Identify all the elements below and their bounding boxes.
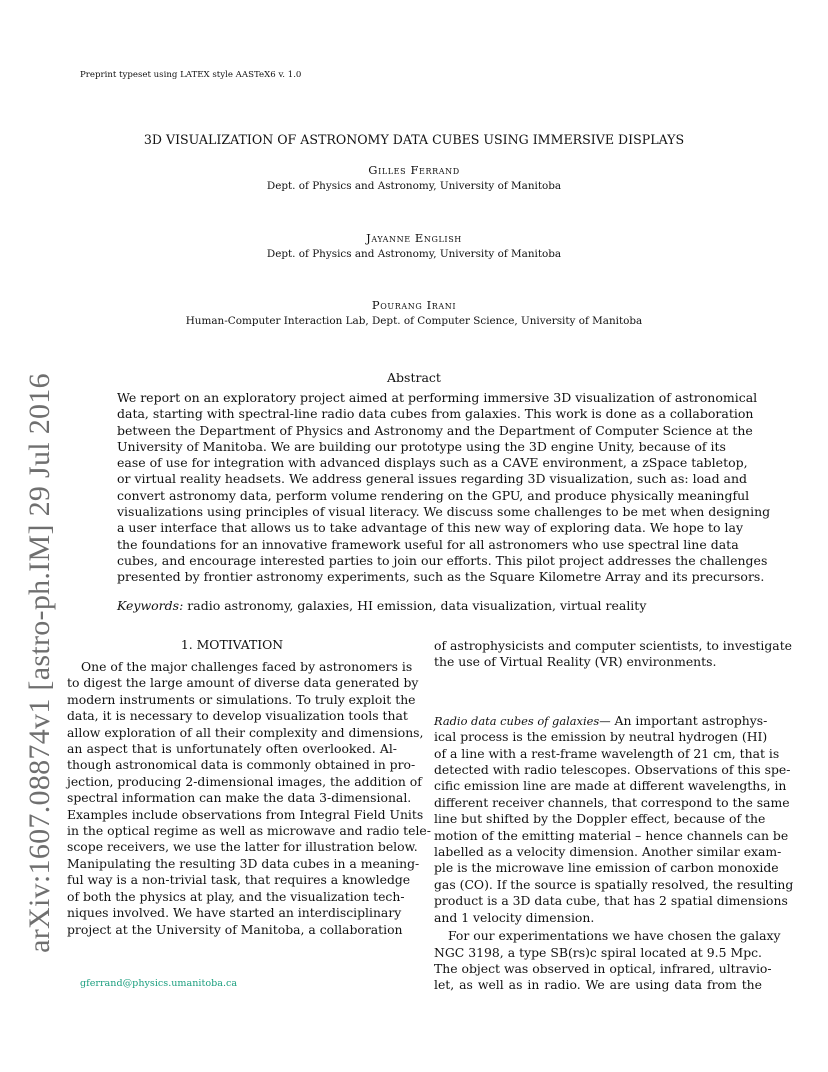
text-line: data, it is necessary to develop visualization tools that	[67, 708, 408, 724]
text-line: the use of Virtual Reality (VR) environments.	[434, 654, 717, 670]
text-line: ical process is the emission by neutral hydrogen (HI)	[434, 729, 768, 745]
abstract-line: between the Department of Physics and Astronomy and the Department of Computer Science at the	[117, 422, 753, 438]
text-line: of both the physics at play, and the visualization tech-	[67, 888, 405, 904]
text-line: jection, producing 2-dimensional images, the addition of	[67, 773, 422, 789]
abstract-line: convert astronomy data, perform volume rendering on the GPU, and produce physically meaningful	[117, 487, 750, 503]
author-affiliation: Dept. of Physics and Astronomy, University of Manitoba	[266, 248, 562, 260]
right-column	[434, 638, 794, 994]
text-line: gas (CO). If the source is spatially resolved, the resulting	[434, 876, 794, 892]
text-line: Manipulating the resulting 3D data cubes in a meaning-	[67, 855, 420, 871]
text-line: cific emission line are made at different wavelengths, in	[434, 778, 787, 794]
text-line: The object was observed in optical, infrared, ultravio-	[434, 960, 772, 976]
text-line: One of the major challenges faced by astronomers is	[81, 659, 413, 674]
abstract-line: a user interface that allows us to take advantage of this new way of exploring data. We hope to lay	[117, 520, 744, 536]
author-affiliation: Human-Computer Interaction Lab, Dept. of Computer Science, University of Manitoba	[185, 315, 643, 327]
text-line: modern instruments or simulations. To truly exploit the	[67, 691, 416, 707]
text-line: Examples include observations from Integral Field Units	[67, 806, 424, 822]
text-line: NGC 3198, a type SB(rs)c spiral located at 9.5 Mpc.	[434, 944, 762, 960]
abstract-line: visualizations using principles of visual literacy. We discuss some challenges to be met when designing	[117, 504, 771, 520]
text-line: detected with radio telescopes. Observations of this spe-	[434, 762, 791, 778]
text-line: niques involved. We have started an interdisciplinary	[67, 905, 402, 921]
text-line: to digest the large amount of diverse data generated by	[67, 675, 419, 691]
text-line: though astronomical data is commonly obtained in pro-	[67, 757, 416, 773]
author-email-link[interactable]: gferrand@physics.umanitoba.ca	[80, 978, 238, 989]
text-line: project at the University of Manitoba, a collaboration	[67, 921, 403, 937]
text-line: scope receivers, we use the latter for illustration below.	[67, 839, 418, 855]
author-name: Gilles Ferrand	[368, 163, 460, 177]
author-name: Pourang Irani	[371, 298, 457, 312]
abstract-line: We report on an exploratory project aimed at performing immersive 3D visualization of astronomical	[117, 390, 758, 405]
text-line: For our experimentations we have chosen the galaxy	[448, 928, 781, 944]
text-line: labelled as a velocity dimension. Another similar exam-	[434, 844, 782, 860]
author-affiliation: Dept. of Physics and Astronomy, University of Manitoba	[266, 180, 562, 192]
keywords-label: Keywords:	[117, 598, 184, 613]
text-line: motion of the emitting material – hence channels can be	[434, 827, 789, 843]
text-line: line but shifted by the Doppler effect, because of the	[434, 811, 766, 827]
text-line: let, as well as in radio. We are using data from the	[434, 977, 762, 993]
arxiv-id: arXiv:1607.08874v1 [astro-ph.IM] 29 Jul 2016	[23, 373, 56, 953]
abstract-line: or virtual reality headsets. We address general issues regarding 3D visualization, such as: load and	[117, 471, 748, 487]
abstract-line: presented by frontier astronomy experiments, such as the Square Kilometre Array and its precursors.	[117, 569, 765, 585]
text-line: in the optical regime as well as microwave and radio tele-	[67, 823, 431, 839]
section-heading: 1. MOTIVATION	[180, 637, 284, 652]
text-fragment: An important astrophys-	[614, 712, 768, 728]
abstract-line: cubes, and encourage interested parties to join our efforts. This pilot project addresses the challenges	[117, 552, 768, 568]
abstract-line: the foundations for an innovative framework useful for all astronomers who use spectral line data	[117, 536, 739, 552]
keywords	[117, 598, 646, 613]
author-name: Jayanne English	[366, 231, 462, 245]
text-line: ple is the microwave line emission of carbon monoxide	[434, 860, 779, 876]
text-line: and 1 velocity dimension.	[434, 909, 595, 925]
text-line: of astrophysicists and computer scientists, to investigate	[434, 638, 793, 653]
abstract-line: University of Manitoba. We are building our prototype using the 3D engine Unity, because of its	[117, 438, 726, 454]
keywords-text: radio astronomy, galaxies, HI emission, data visualization, virtual reality	[187, 598, 647, 613]
abstract-line: data, starting with spectral-line radio data cubes from galaxies. This work is done as a collaboration	[117, 406, 754, 422]
paper-title: 3D VISUALIZATION OF ASTRONOMY DATA CUBES USING IMMERSIVE DISPLAYS	[143, 132, 685, 147]
text-line: of a line with a rest-frame wavelength of 21 cm, that is	[434, 745, 780, 761]
preprint-header: Preprint typeset using LATEX style AASTeX6 v. 1.0	[80, 70, 302, 80]
abstract-heading: Abstract	[387, 370, 441, 385]
text-line: an aspect that is unfortunately often overlooked. Al-	[67, 741, 397, 757]
text-line: ful way is a non-trivial task, that requires a knowledge	[67, 872, 411, 888]
text-line: product is a 3D data cube, that has 2 spatial dimensions	[434, 893, 788, 909]
runin-heading: Radio data cubes of galaxies—	[434, 713, 611, 728]
left-column	[67, 659, 431, 938]
text-line: allow exploration of all their complexity and dimensions,	[67, 724, 424, 740]
text-line: spectral information can make the data 3-dimensional.	[67, 790, 412, 806]
abstract-body	[117, 390, 771, 586]
runin-line	[434, 712, 768, 729]
text-line: different receiver channels, that correspond to the same	[434, 794, 790, 810]
abstract-line: ease of use for integration with advanced displays such as a CAVE environment, a zSpace tabletop,	[117, 455, 748, 471]
